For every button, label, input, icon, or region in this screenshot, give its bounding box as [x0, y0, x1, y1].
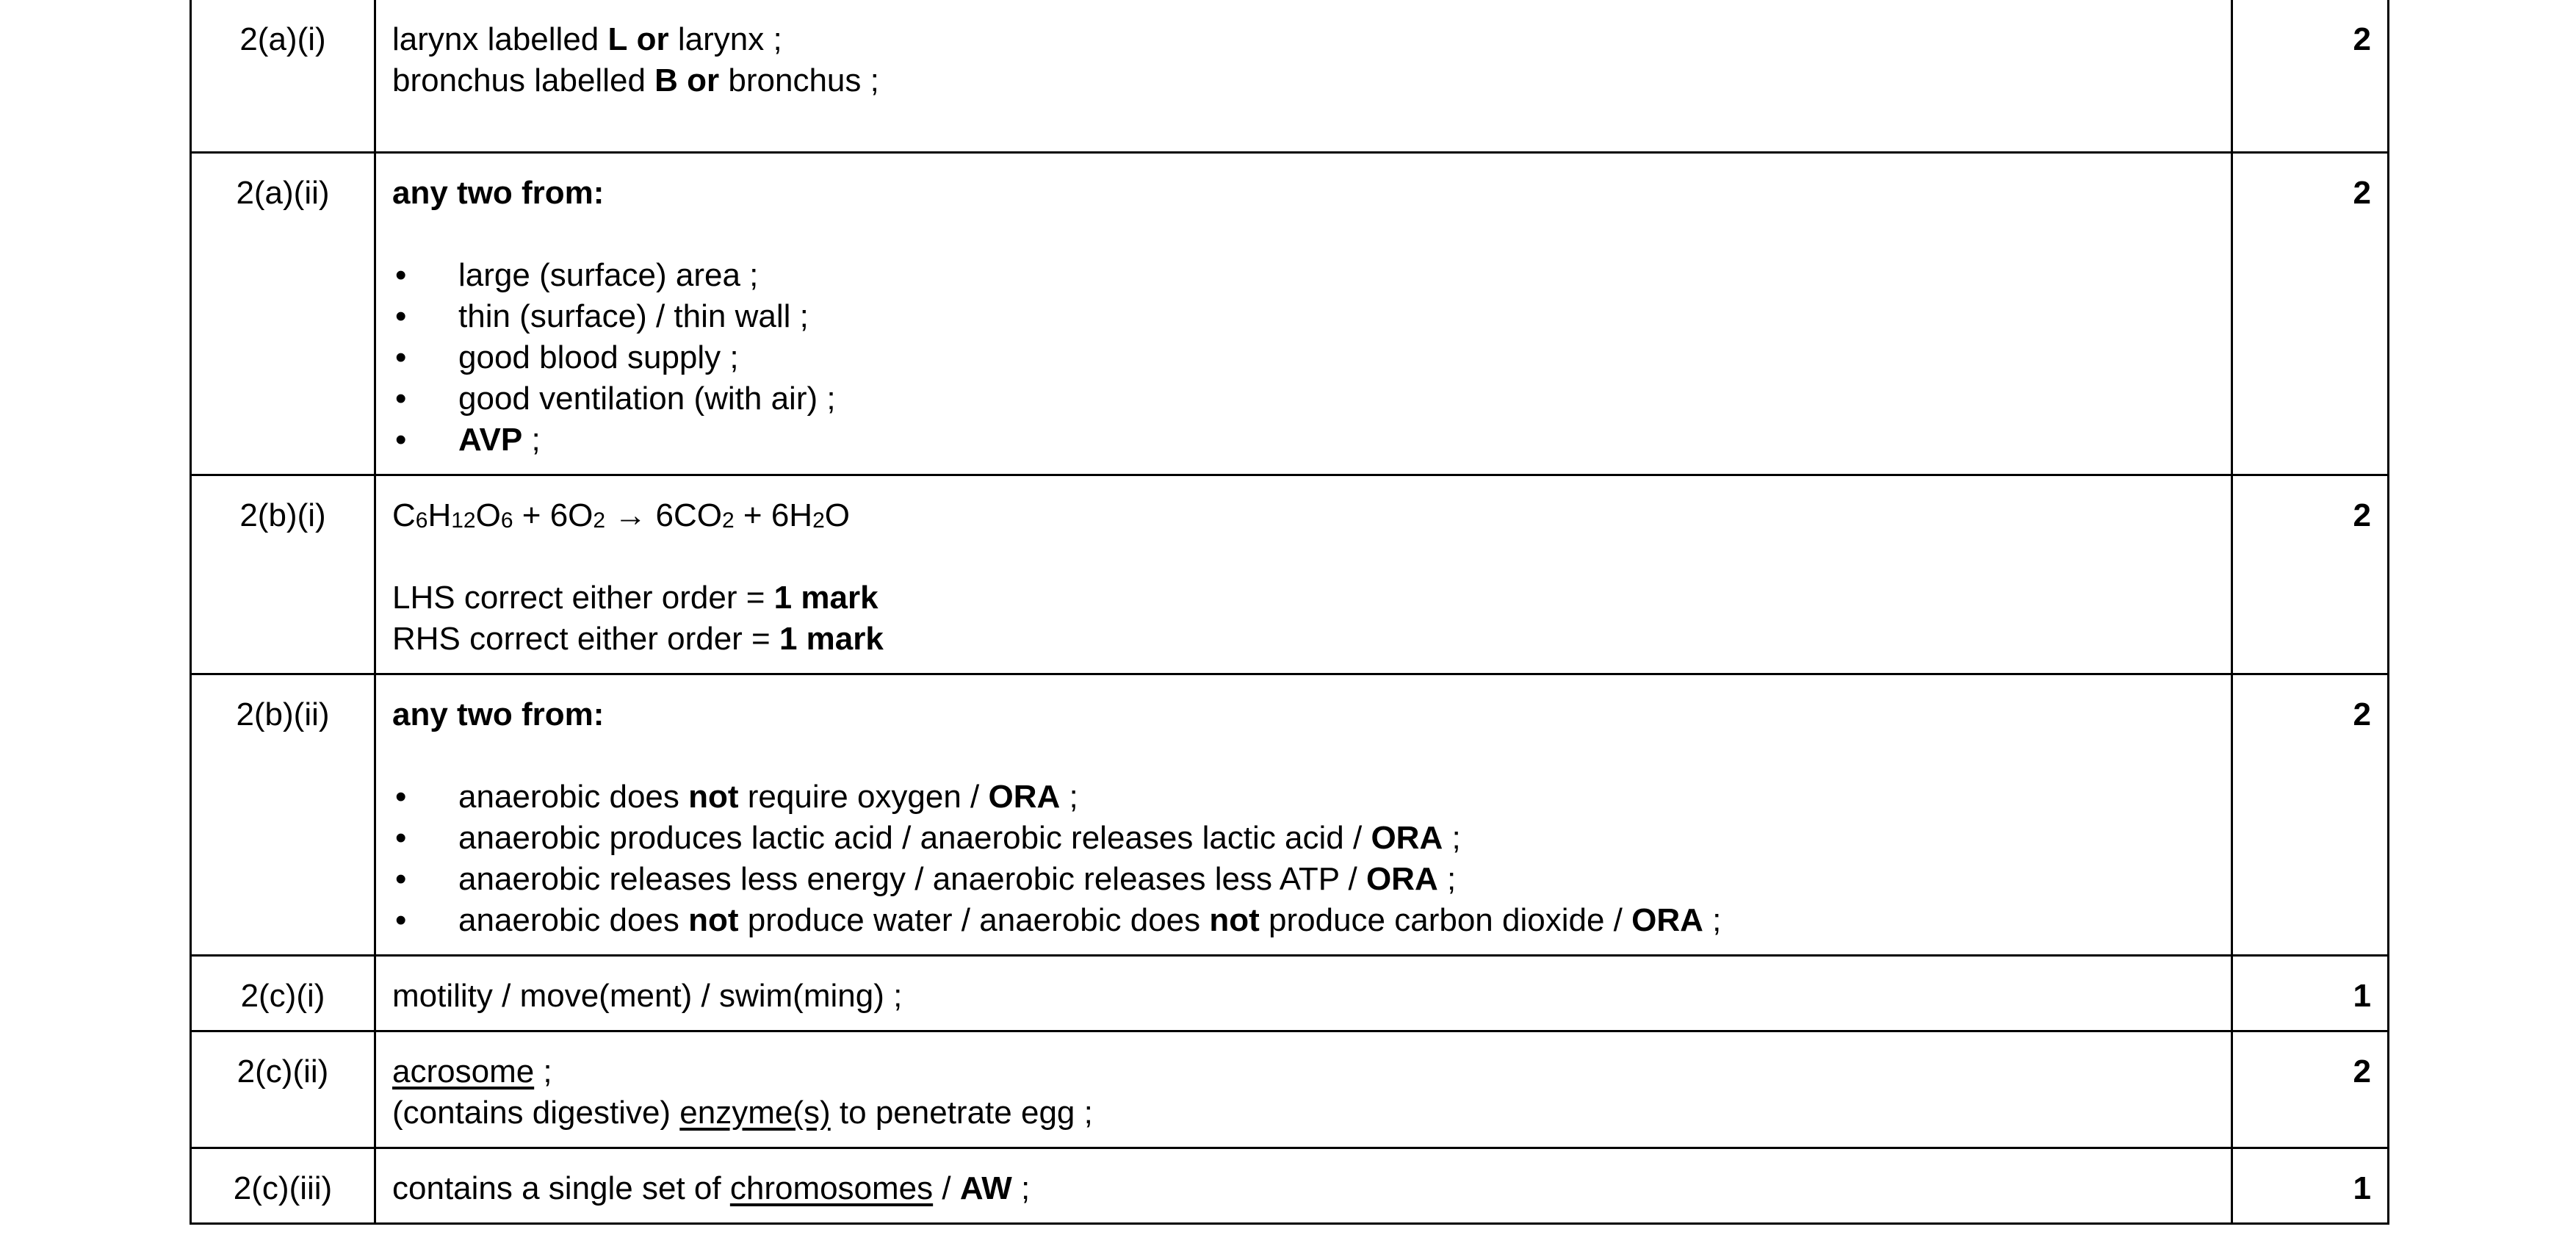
text-segment: 2 [812, 508, 825, 533]
text-segment: 1 mark [779, 620, 884, 657]
answer-cell [375, 475, 2232, 674]
text-segment: anaerobic does [458, 778, 689, 815]
text-segment: 2 [722, 508, 735, 533]
text-segment: (contains digestive) [392, 1094, 680, 1131]
text-segment: good ventilation (with air) ; [458, 380, 836, 417]
text-segment: LHS correct either order = [392, 579, 774, 616]
text-segment: O [824, 497, 850, 533]
text-segment: ; [522, 421, 541, 458]
text-segment: motility / move(ment) / swim(ming) ; [392, 977, 903, 1014]
spacer [392, 214, 2215, 255]
list-item [392, 419, 2215, 461]
text-segment: B [654, 62, 678, 98]
list-item [392, 818, 2215, 859]
question-number: 2(b)(ii) [191, 674, 375, 955]
text-segment: or [636, 21, 669, 57]
answer-cell [375, 1031, 2232, 1148]
text-segment: not [688, 778, 739, 815]
answer-line [392, 1051, 2215, 1092]
bullet-icon: • [395, 380, 407, 417]
text-segment: thin (surface) / thin wall ; [458, 298, 809, 334]
text-segment: anaerobic releases less energy / anaerobic releases less ATP / [458, 860, 1366, 897]
text-segment: good blood supply ; [458, 339, 739, 375]
text-segment: enzyme(s) [679, 1094, 831, 1131]
text-segment: ; [1060, 778, 1078, 815]
question-number: 2(b)(i) [191, 475, 375, 674]
text-segment: larynx labelled [392, 21, 608, 57]
answer-line [392, 976, 2215, 1017]
text-segment: H [427, 497, 452, 533]
table-row [191, 475, 2389, 674]
text-segment: 2 [593, 508, 606, 533]
table-row [191, 1031, 2389, 1148]
answer-line [392, 619, 2215, 660]
text-segment: 6 [500, 508, 513, 533]
table-row [191, 955, 2389, 1031]
list-item [392, 296, 2215, 337]
text-segment: bronchus labelled [392, 62, 655, 98]
list-item [392, 255, 2215, 296]
answer-line [392, 495, 2215, 536]
text-segment: ORA [988, 778, 1061, 815]
list-item [392, 337, 2215, 378]
text-segment: ORA [1365, 860, 1438, 897]
marks-value: 2 [2232, 152, 2389, 475]
text-segment: produce water / anaerobic does [738, 901, 1210, 938]
text-segment: ; [534, 1053, 552, 1089]
text-segment: + 6O [513, 497, 594, 533]
bullet-list [392, 255, 2215, 461]
question-number: 2(c)(iii) [191, 1148, 375, 1223]
marks-value: 1 [2232, 955, 2389, 1031]
list-item [392, 777, 2215, 818]
text-segment: C [392, 497, 416, 533]
bullet-list [392, 777, 2215, 941]
text-segment: AVP [458, 421, 523, 458]
text-segment: larynx ; [668, 21, 782, 57]
bullet-icon: • [395, 298, 407, 334]
table-row [191, 674, 2389, 955]
text-segment: + 6H [734, 497, 813, 533]
answer-line [392, 577, 2215, 619]
text-segment: ; [1011, 1170, 1031, 1206]
text-segment: ; [1443, 819, 1461, 856]
text-segment: not [1209, 901, 1260, 938]
table-row [191, 0, 2389, 152]
marks-value: 2 [2232, 1031, 2389, 1148]
text-segment: 12 [451, 508, 476, 533]
text-segment: not [688, 901, 739, 938]
text-segment: L [607, 21, 628, 57]
question-number: 2(c)(ii) [191, 1031, 375, 1148]
text-segment: anaerobic produces lactic acid / anaerobic releases lactic acid / [458, 819, 1371, 856]
text-segment: chromosomes [729, 1170, 934, 1206]
answer-cell [375, 152, 2232, 475]
text-segment: / [933, 1170, 960, 1206]
answer-line [392, 1092, 2215, 1134]
mark-scheme-body [191, 0, 2389, 1223]
spacer [392, 735, 2215, 777]
marks-value: 1 [2232, 1148, 2389, 1223]
text-segment: or [687, 62, 720, 98]
text-segment [627, 21, 636, 57]
question-number: 2(a)(ii) [191, 152, 375, 475]
mark-scheme-table [190, 0, 2389, 1225]
list-item [392, 900, 2215, 941]
text-segment: large (surface) area ; [458, 256, 759, 293]
text-segment: produce carbon dioxide / [1259, 901, 1632, 938]
text-segment: ; [1437, 860, 1457, 897]
text-segment: AW [959, 1170, 1012, 1206]
bullet-icon: • [395, 901, 407, 938]
answer-cell [375, 0, 2232, 152]
answer-intro: any two from: [392, 174, 605, 211]
bullet-icon: • [395, 778, 407, 815]
text-segment: 6 [415, 508, 428, 533]
table-row [191, 1148, 2389, 1223]
table-row [191, 152, 2389, 475]
text-segment: ; [1703, 901, 1722, 938]
spacer [392, 536, 2215, 577]
text-segment: contains a single set of [392, 1170, 730, 1206]
bullet-icon: • [395, 860, 407, 897]
text-segment: bronchus ; [719, 62, 879, 98]
answer-line [392, 60, 2215, 101]
list-item [392, 378, 2215, 419]
marks-value: 2 [2232, 0, 2389, 152]
question-number: 2(a)(i) [191, 0, 375, 152]
text-segment: require oxygen / [738, 778, 989, 815]
answer-cell [375, 674, 2232, 955]
text-segment: ORA [1371, 819, 1443, 856]
text-segment: acrosome [392, 1053, 535, 1089]
marks-value: 2 [2232, 674, 2389, 955]
answer-intro: any two from: [392, 696, 605, 732]
bullet-icon: • [395, 339, 407, 375]
question-number: 2(c)(i) [191, 955, 375, 1031]
text-segment: to penetrate egg ; [830, 1094, 1093, 1131]
text-segment: 1 mark [773, 579, 878, 616]
bullet-icon: • [395, 819, 407, 856]
marks-value: 2 [2232, 475, 2389, 674]
text-segment: ORA [1631, 901, 1703, 938]
bullet-icon: • [395, 421, 407, 458]
text-segment: O [475, 497, 501, 533]
text-segment: → 6CO [605, 497, 722, 533]
answer-cell [375, 955, 2232, 1031]
text-segment [678, 62, 687, 98]
text-segment: RHS correct either order = [392, 620, 779, 657]
answer-line [392, 1168, 2215, 1209]
text-segment: anaerobic does [458, 901, 689, 938]
answer-cell [375, 1148, 2232, 1223]
list-item [392, 859, 2215, 900]
answer-line [392, 19, 2215, 60]
bullet-icon: • [395, 256, 407, 293]
